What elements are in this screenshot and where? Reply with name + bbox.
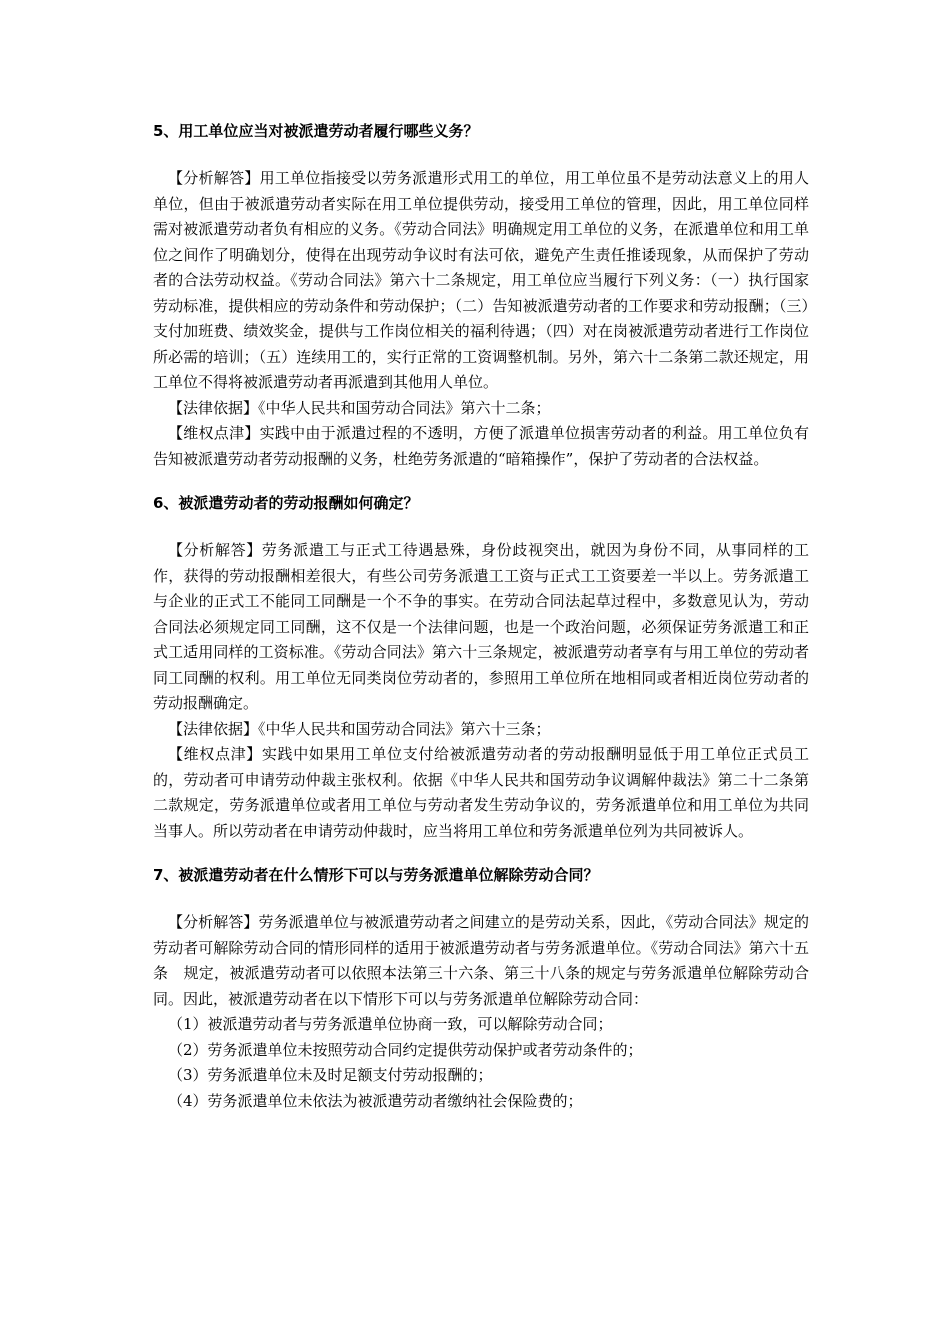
document-page [153, 118, 809, 1114]
section-5 [153, 118, 809, 472]
rights-tip-paragraph: 【维权点津】实践中由于派遣过程的不透明，方便了派遣单位损害劳动者的利益。用工单位负有告知被派遣劳动者劳动报酬的义务，杜绝劳务派遣的“暗箱操作”，保护了劳动者的合法权益。 [153, 424, 809, 468]
section-6 [153, 490, 809, 844]
list-item: （4）劳务派遣单位未依法为被派遣劳动者缴纳社会保险费的； [168, 1091, 583, 1110]
list-item: （2）劳务派遣单位未按照劳动合同约定提供劳动保护或者劳动条件的； [168, 1040, 643, 1059]
rights-tip-paragraph: 【维权点津】实践中如果用工单位支付给被派遣劳动者的劳动报酬明显低于用工单位正式员工的，劳动者可申请劳动仲裁主张权利。依据《中华人民共和国劳动争议调解仲裁法》第二十二条第二款规定，劳务派遣单位或者用工单位与劳动者发生劳动争议的，劳务派遣单位和用工单位为共同当事人。所以劳动者在申请劳动仲裁时，应当将用工单位和劳务派遣单位列为共同被诉人。 [153, 745, 809, 840]
analysis-paragraph: 【分析解答】劳务派遣单位与被派遣劳动者之间建立的是劳动关系，因此，《劳动合同法》规定的劳动者可解除劳动合同的情形同样的适用于被派遣劳动者与劳务派遣单位。《劳动合同法》第六十五条 规定，被派遣劳动者可以依照本法第三十六条、第三十八条的规定与劳务派遣单位解除劳动合同。因此，被派遣劳动者在以下情形下可以与劳务派遣单位解除劳动合同： [153, 913, 809, 1008]
section-heading: 6、被派遣劳动者的劳动报酬如何确定？ [153, 494, 419, 512]
section-7 [153, 862, 809, 1114]
list-item: （1）被派遣劳动者与劳务派遣单位协商一致，可以解除劳动合同； [168, 1015, 613, 1033]
legal-basis-paragraph: 【法律依据】《中华人民共和国劳动合同法》第六十三条； [168, 719, 551, 738]
analysis-paragraph: 【分析解答】劳务派遣工与正式工待遇悬殊，身份歧视突出，就因为身份不同，从事同样的工作，获得的劳动报酬相差很大，有些公司劳务派遣工工资与正式工工资要差一半以上。劳务派遣工与企业的正式工不能同工同酬是一个不争的事实。在劳动合同法起草过程中，多数意见认为，劳动合同法必须规定同工同酬，这不仅是一个法律问题，也是一个政治问题，必须保证劳务派遣工和正式工适用同样的工资标准。《劳动合同法》第六十三条规定，被派遣劳动者享有与用工单位的劳动者同工同酬的权利。用工单位无同类岗位劳动者的，参照用工单位所在地相同或者相近岗位劳动者的劳动报酬确定。 [153, 541, 809, 712]
section-heading: 7、被派遣劳动者在什么情形下可以与劳务派遣单位解除劳动合同？ [153, 866, 599, 884]
list-item: （3）劳务派遣单位未及时足额支付劳动报酬的； [168, 1066, 493, 1084]
legal-basis-paragraph: 【法律依据】《中华人民共和国劳动合同法》第六十二条； [168, 398, 551, 417]
analysis-paragraph: 【分析解答】用工单位指接受以劳务派遣形式用工的单位，用工单位虽不是劳动法意义上的用人单位，但由于被派遣劳动者实际在用工单位提供劳动，接受用工单位的管理，因此，用工单位同样需对被派遣劳动者负有相应的义务。《劳动合同法》明确规定用工单位的义务，在派遣单位和用工单位之间作了明确划分，使得在出现劳动争议时有法可依，避免产生责任推诿现象，从而保护了劳动者的合法劳动权益。《劳动合同法》第六十二条规定，用工单位应当履行下列义务：（一）执行国家劳动标准，提供相应的劳动条件和劳动保护；（二）告知被派遣劳动者的工作要求和劳动报酬；（三）支付加班费、绩效奖金，提供与工作岗位相关的福利待遇；（四）对在岗被派遣劳动者进行工作岗位所必需的培训；（五）连续用工的，实行正常的工资调整机制。另外，第六十二条第二款还规定，用工单位不得将被派遣劳动者再派遣到其他用人单位。 [153, 169, 809, 391]
section-heading: 5、用工单位应当对被派遣劳动者履行哪些义务？ [153, 122, 479, 140]
